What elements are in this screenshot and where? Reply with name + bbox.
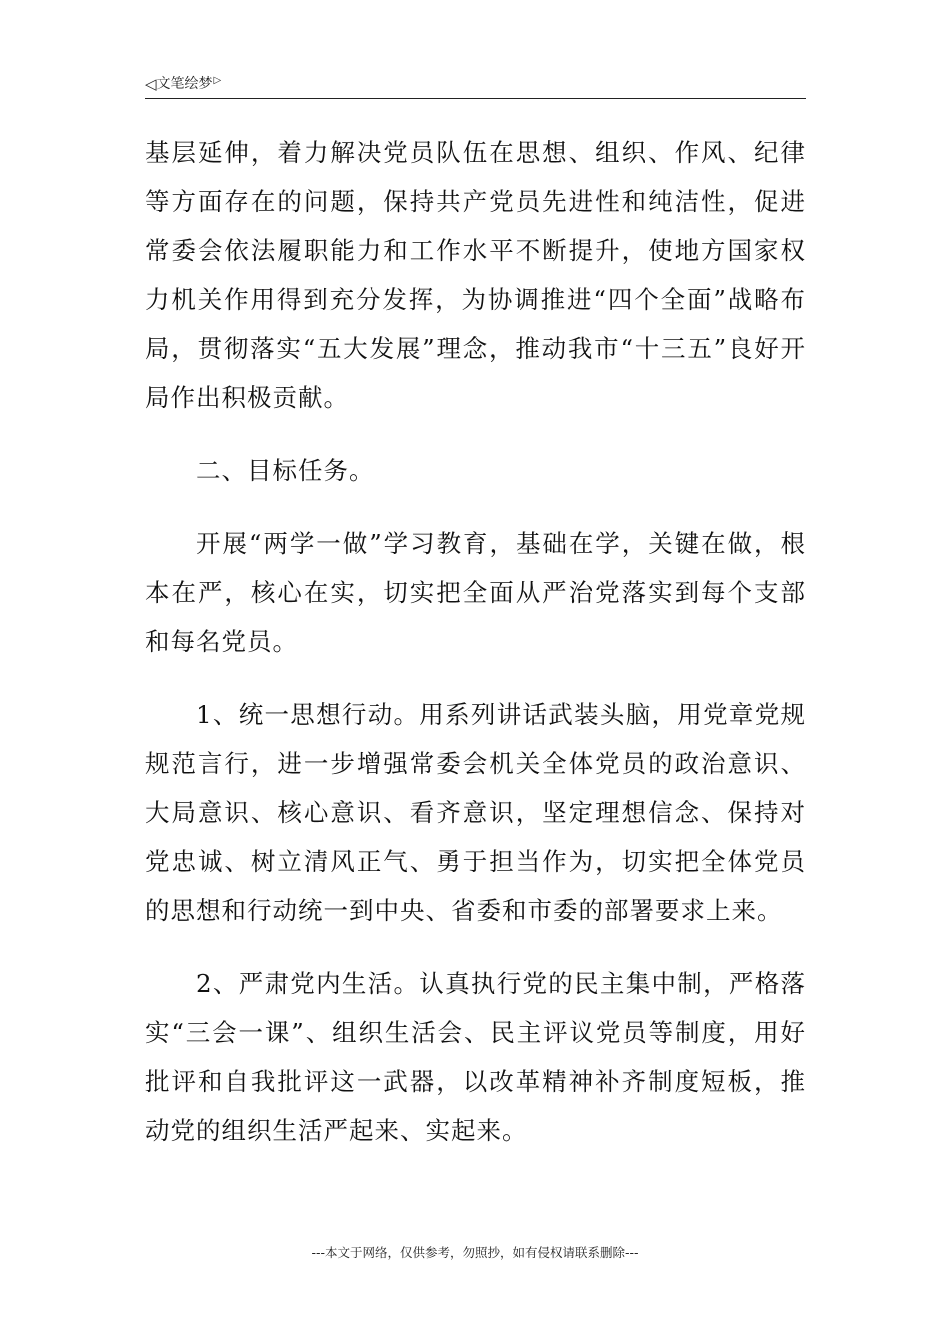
document-body — [145, 128, 806, 1155]
right-triangle-icon: ▷ — [213, 75, 222, 86]
page-footer: ---本文于网络，仅供参考，勿照抄，如有侵权请联系删除--- — [311, 1245, 639, 1260]
header-title: 文笔绘梦 — [156, 76, 213, 92]
section-heading: 二、目标任务。 — [196, 456, 375, 485]
paragraph: 开展“两学一做”学习教育，基础在学，关键在做，根本在严，核心在实，切实把全面从严治党落实到每个支部和每名党员。 — [145, 529, 806, 656]
paragraph: 2、严肃党内生活。认真执行党的民主集中制，严格落实“三会一课”、组织生活会、民主评议党员等制度，用好批评和自我批评这一武器，以改革精神补齐制度短板，推动党的组织生活严起来、实起来。 — [145, 969, 806, 1145]
paragraph: 基层延伸，着力解决党员队伍在思想、组织、作风、纪律等方面存在的问题，保持共产党员先进性和纯洁性，促进常委会依法履职能力和工作水平不断提升，使地方国家权力机关作用得到充分发挥，为协调推进“四个全面”战略布局，贯彻落实“五大发展”理念，推动我市“十三五”良好开局作出积极贡献。 — [145, 138, 806, 412]
paragraph: 1、统一思想行动。用系列讲话武装头脑，用党章党规规范言行，进一步增强常委会机关全体党员的政治意识、大局意识、核心意识、看齐意识，坚定理想信念、保持对党忠诚、树立清风正气、勇于担当作为，切实把全体党员的思想和行动统一到中央、省委和市委的部署要求上来。 — [145, 700, 806, 925]
left-triangle-icon: ◁ — [145, 75, 157, 93]
page-header — [145, 74, 806, 99]
